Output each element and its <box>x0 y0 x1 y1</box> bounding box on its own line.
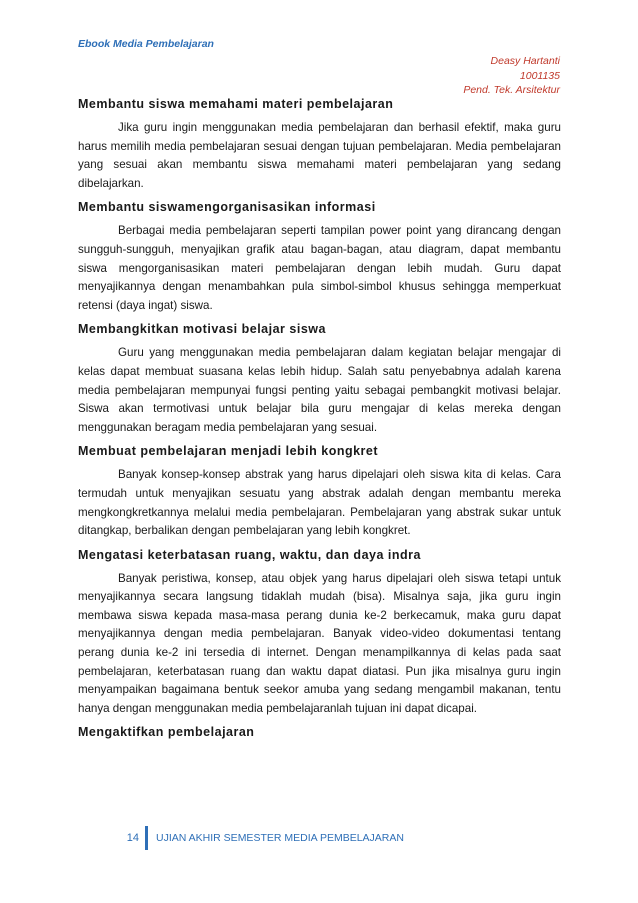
page-content <box>78 96 561 747</box>
section-paragraph: Guru yang menggunakan media pembelajaran dalam kegiatan belajar mengajar di kelas dapat membuat suasana kelas lebih hidup. Salah satu penyebabnya adalah karena media pembelajaran mempunyai fungsi penting yaitu sebagai pembangkit motivasi belajar. Siswa akan termotivasi untuk belajar bila guru mengajar di kelas mereka dengan menggunakan beragam media pembelajaran yang sesuai. <box>78 346 561 434</box>
section-paragraph: Berbagai media pembelajaran seperti tampilan power point yang dirancang dengan sungguh-sungguh, menyajikan grafik atau bagan-bagan, atau diagram, dapat membantu siswa mengorganisasikan materi pembelajaran dengan lebih mudah. Guru dapat menyajikannya dengan menambahkan pula simbol-simbol khusus sehingga memperkuat retensi (daya ingat) siswa. <box>78 224 561 312</box>
footer-divider <box>145 826 148 850</box>
section-paragraph: Banyak peristiwa, konsep, atau objek yang harus dipelajari oleh siswa tetapi untuk menyajikannya secara langsung tidaklah mudah (bisa). Misalnya saja, jika guru ingin membawa siswa kepada masa-masa perang dunia ke-2 berkecamuk, maka guru dapat menyajikannya dengan media pembelajaran. Banyak video-video dokumentasi tentang perang dunia ke-2 ini tersedia di internet. Dengan menampilkannya di kelas pada saat pembelajaran, keterbatasan ruang dan waktu dapat diatasi. Pun jika misalnya guru ingin menyampaikan bagaimana bentuk seekor amuba yang sedang mengambil makanan, tentu hanya dengan menggunakan media pembelajaranlah tujuan ini dapat dicapai. <box>78 571 561 715</box>
section-heading: Membangkitkan motivasi belajar siswa <box>78 322 326 337</box>
section-heading: Mengaktifkan pembelajaran <box>78 725 255 740</box>
author-block <box>463 54 560 98</box>
student-id: 1001135 <box>519 69 560 82</box>
section-heading: Membuat pembelajaran menjadi lebih kongkret <box>78 444 379 459</box>
section-paragraph: Jika guru ingin menggunakan media pembelajaran dan berhasil efektif, maka guru harus memilih media pembelajaran sesuai dengan tujuan pembelajaran. Media pembelajaran yang sesuai akan membantu siswa memahami materi pembelajaran yang sedang dibelajarkan. <box>78 121 561 190</box>
study-program: Pend. Tek. Arsitektur <box>463 84 560 96</box>
section-heading: Membantu siswamengorganisasikan informasi <box>78 200 376 215</box>
page-footer <box>117 826 404 850</box>
footer-title: UJIAN AKHIR SEMESTER MEDIA PEMBELAJARAN <box>156 832 404 844</box>
author-name: Deasy Hartanti <box>490 55 560 67</box>
section-paragraph: Banyak konsep-konsep abstrak yang harus dipelajari oleh siswa kita di kelas. Cara termudah untuk menyajikan sesuatu yang abstrak adalah dengan membantu mereka mengkongkretkannya melalui media pembelajaran. Pembelajaran yang abstrak sukar untuk ditangkap, berbalikan dengan pembelajaran yang lebih kongkret. <box>78 468 561 538</box>
page-number: 14 <box>126 832 139 844</box>
section-heading: Mengatasi keterbatasan ruang, waktu, dan daya indra <box>78 547 421 562</box>
section-heading: Membantu siswa memahami materi pembelajaran <box>78 97 394 111</box>
ebook-title: Ebook Media Pembelajaran <box>78 38 214 50</box>
